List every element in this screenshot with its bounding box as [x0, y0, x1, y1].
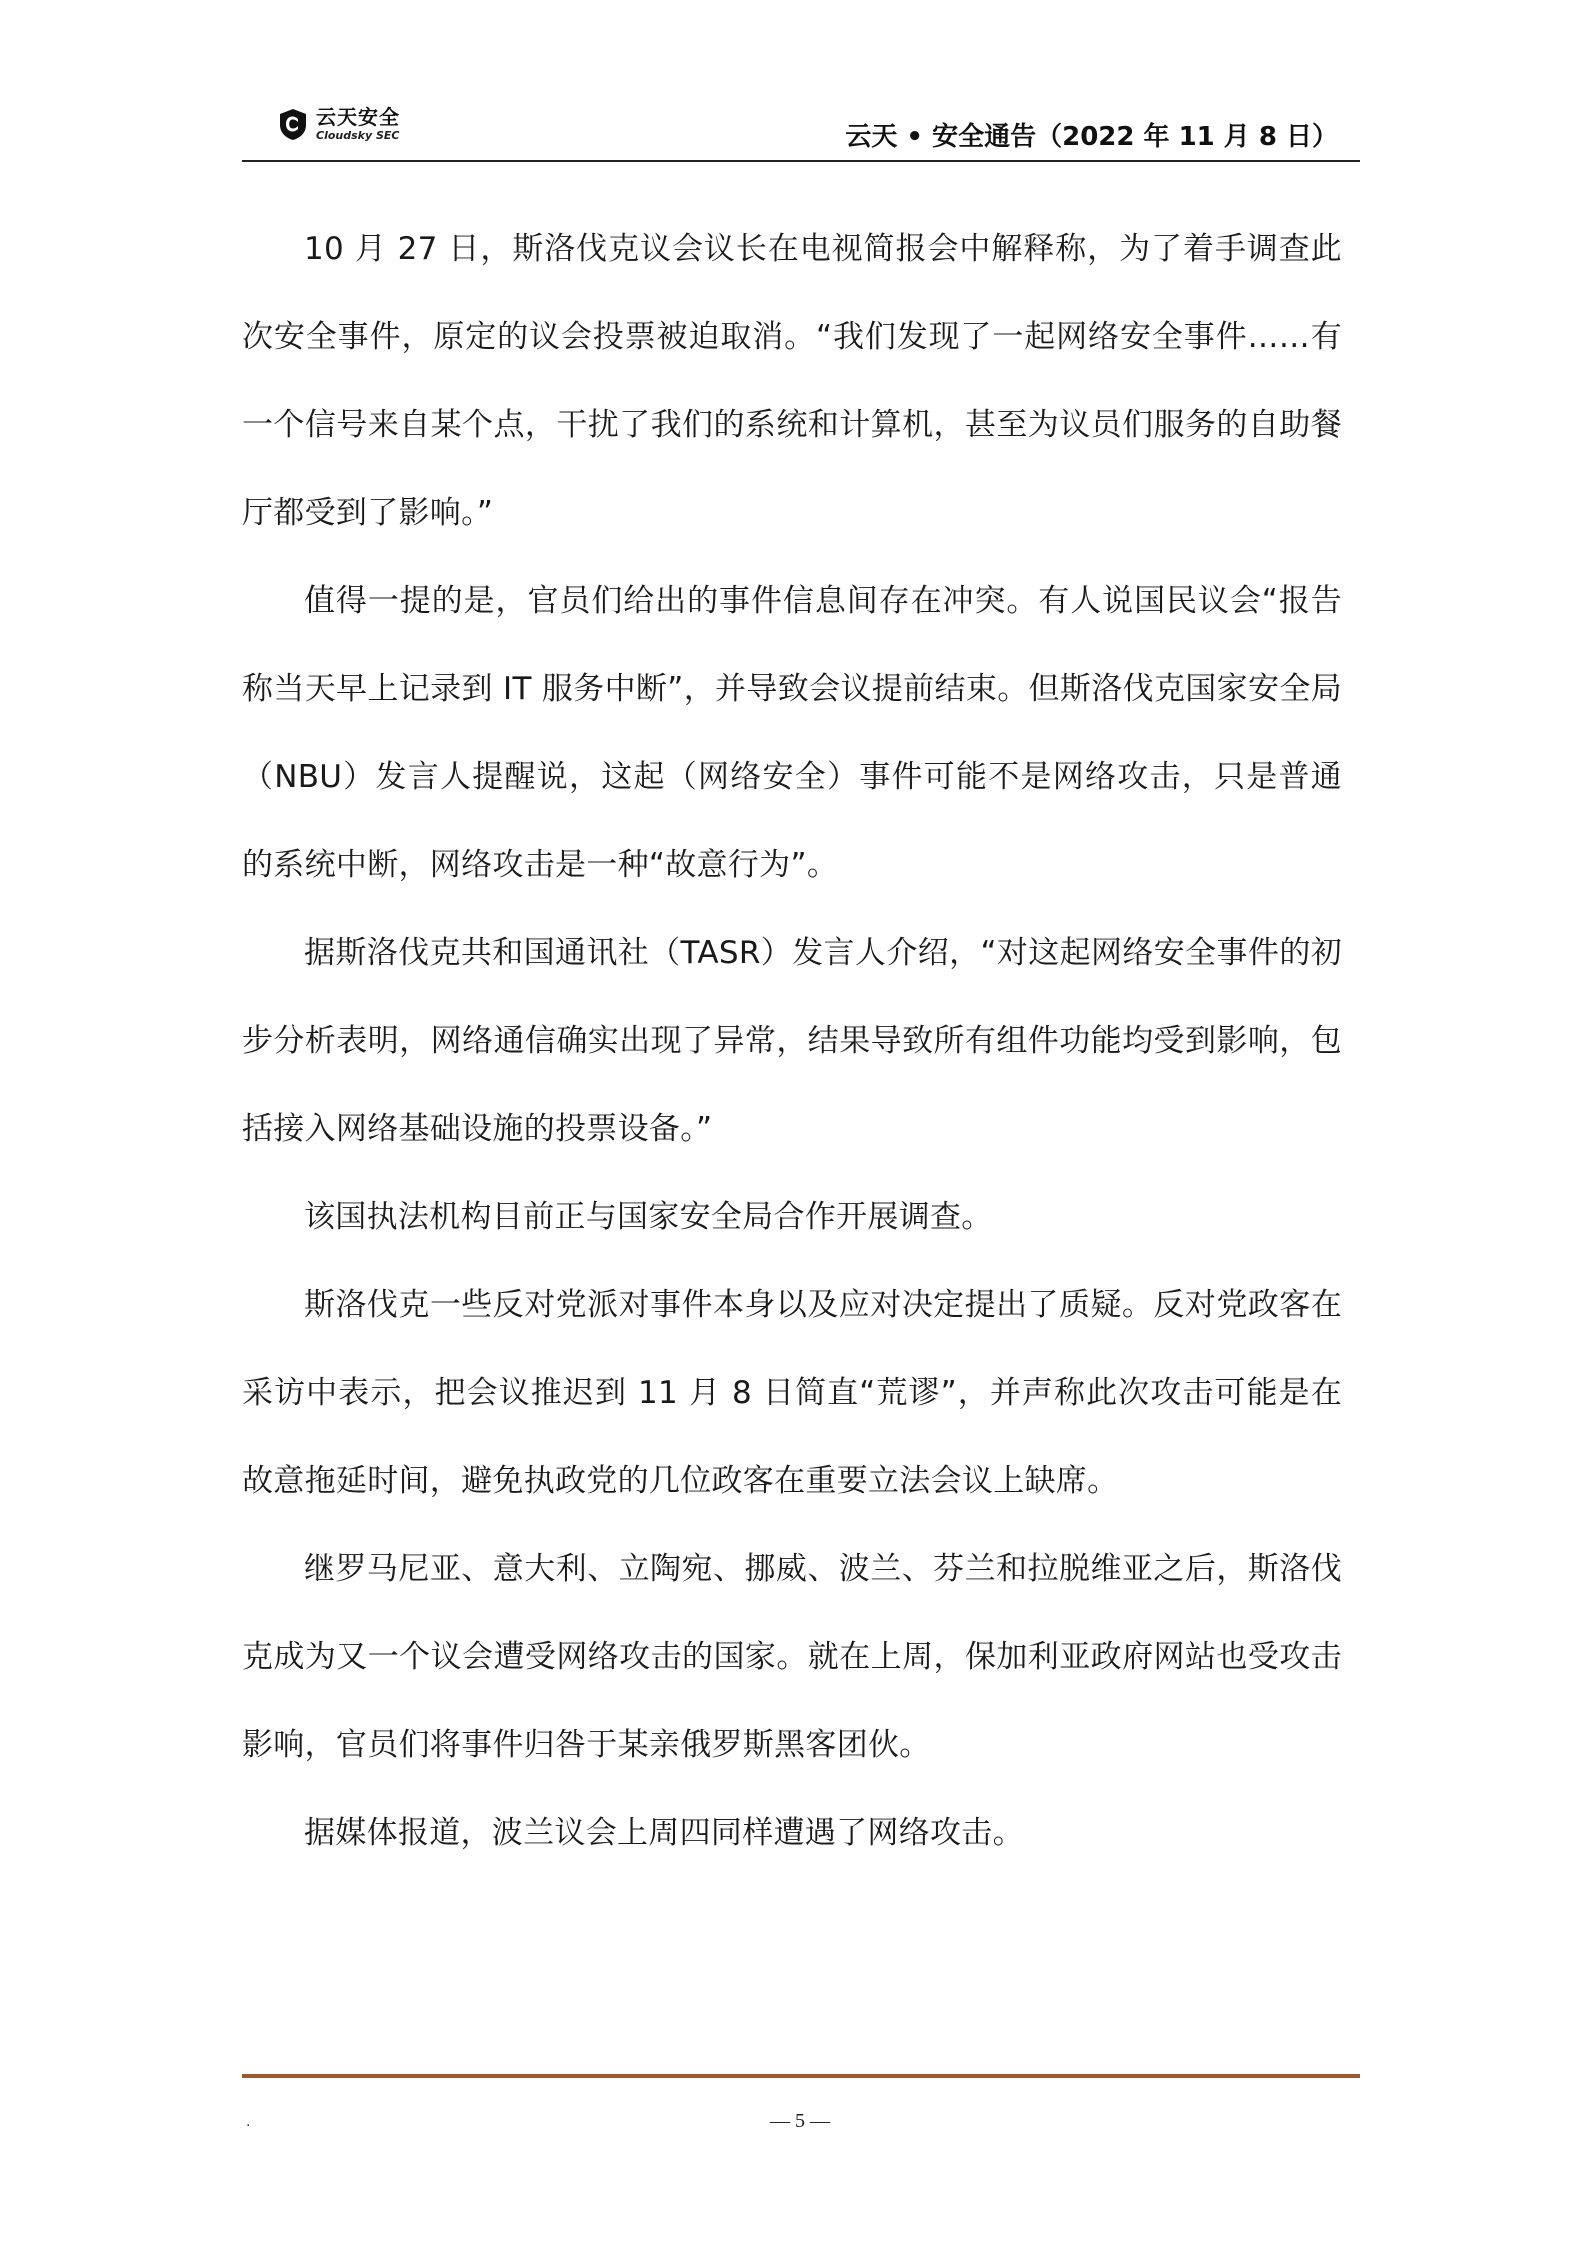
- logo-english-name: Cloudsky SEC: [316, 129, 400, 142]
- paragraph-1: 10 月 27 日，斯洛伐克议会议长在电视简报会中解释称，为了着手调查此次安全事件，原定的议会投票被迫取消。“我们发现了一起网络安全事件……有一个信号来自某个点，干扰了我们的系统和计算机，甚至为议员们服务的自助餐厅都受到了影响。”: [242, 231, 1342, 531]
- paragraph-5: 斯洛伐克一些反对党派对事件本身以及应对决定提出了质疑。反对党政客在采访中表示，把会议推迟到 11 月 8 日简直“荒谬”，并声称此次攻击可能是在故意拖延时间，避免执政党的几位政客在重要立法会议上缺席。: [242, 1287, 1342, 1499]
- logo-chinese-name: 云天安全: [316, 105, 400, 129]
- paragraph-4: 该国执法机构目前正与国家安全局合作开展调查。: [304, 1199, 993, 1235]
- footer-divider: [242, 2074, 1360, 2078]
- footer-mark: .: [246, 2114, 251, 2130]
- paragraph-2: 值得一提的是，官员们给出的事件信息间存在冲突。有人说国民议会“报告称当天早上记录到 IT 服务中断”，并导致会议提前结束。但斯洛伐克国家安全局（NBU）发言人提醒说，这起（网络安全）事件可能不是网络攻击，只是普通的系统中断，网络攻击是一种“故意行为”。: [242, 583, 1342, 883]
- bulletin-title: 云天 • 安全通告（2022 年 11 月 8 日）: [845, 122, 1338, 152]
- paragraph-7: 据媒体报道，波兰议会上周四同样遭遇了网络攻击。: [304, 1815, 1024, 1851]
- paragraph-3: 据斯洛伐克共和国通讯社（TASR）发言人介绍，“对这起网络安全事件的初步分析表明，网络通信确实出现了异常，结果导致所有组件功能均受到影响，包括接入网络基础设施的投票设备。”: [242, 935, 1342, 1147]
- cloudsky-logo-icon: [276, 107, 310, 141]
- page-number: — 5 —: [770, 2110, 830, 2132]
- header-divider: [242, 160, 1360, 162]
- cloudsky-logo: [276, 100, 400, 148]
- paragraph-6: 继罗马尼亚、意大利、立陶宛、挪威、波兰、芬兰和拉脱维亚之后，斯洛伐克成为又一个议会遭受网络攻击的国家。就在上周，保加利亚政府网站也受攻击影响，官员们将事件归咎于某亲俄罗斯黑客团伙。: [242, 1551, 1342, 1763]
- page-header: [242, 88, 1360, 160]
- document-body: [242, 205, 1342, 1877]
